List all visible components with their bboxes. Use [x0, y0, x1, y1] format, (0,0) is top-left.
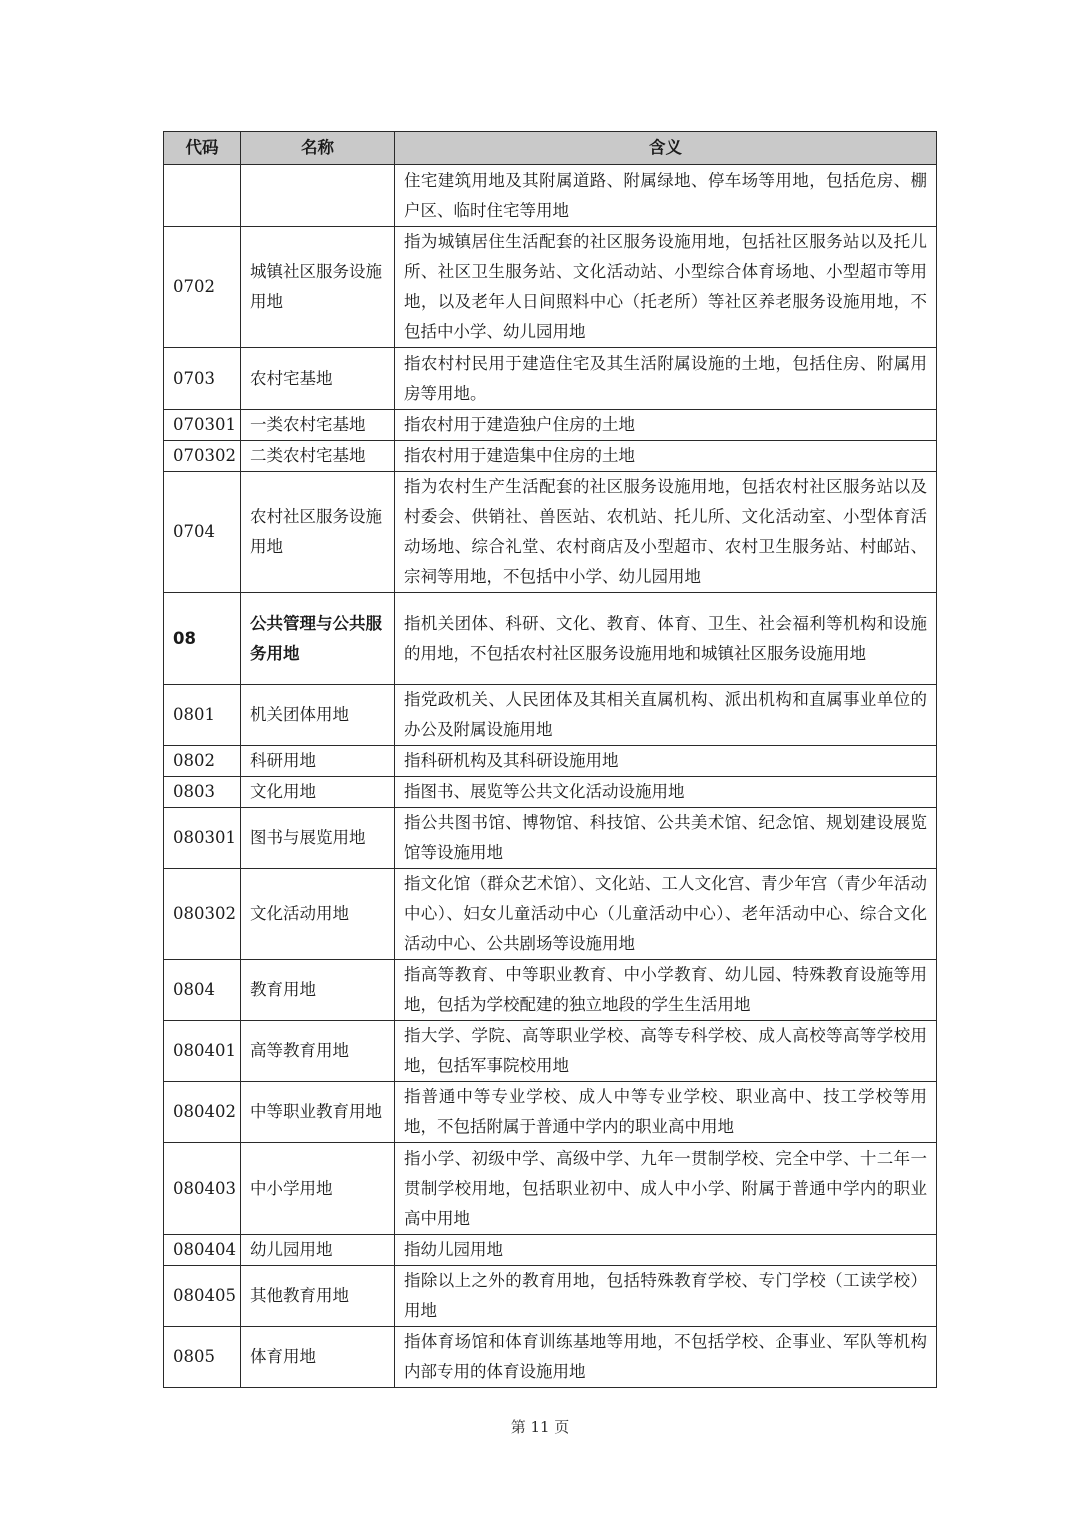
- meaning-cell: 指幼儿园用地: [395, 1235, 937, 1266]
- code-cell: 070302: [164, 441, 241, 472]
- name-cell: 公共管理与公共服务用地: [241, 593, 395, 685]
- meaning-cell: 指文化馆（群众艺术馆）、文化站、工人文化宫、青少年宫（青少年活动中心）、妇女儿童活动中心（儿童活动中心）、老年活动中心、综合文化活动中心、公共剧场等设施用地: [395, 869, 937, 960]
- meaning-cell: 指为城镇居住生活配套的社区服务设施用地，包括社区服务站以及托儿所、社区卫生服务站、文化活动站、小型综合体育场地、小型超市等用地，以及老年人日间照料中心（托老所）等社区养老服务设施用地，不包括中小学、幼儿园用地: [395, 227, 937, 348]
- land-use-table-container: [163, 131, 936, 1388]
- table-row: [164, 1327, 937, 1388]
- header-name: 名称: [241, 132, 395, 165]
- code-cell: 080401: [164, 1021, 241, 1082]
- meaning-cell: 指农村村民用于建造住宅及其生活附属设施的土地，包括住房、附属用房等用地。: [395, 348, 937, 410]
- code-cell: 080405: [164, 1266, 241, 1327]
- header-meaning: 含义: [395, 132, 937, 165]
- table-row: [164, 1082, 937, 1143]
- meaning-cell: 指高等教育、中等职业教育、中小学教育、幼儿园、特殊教育设施等用地，包括为学校配建的独立地段的学生生活用地: [395, 960, 937, 1021]
- meaning-cell: 住宅建筑用地及其附属道路、附属绿地、停车场等用地，包括危房、棚户区、临时住宅等用地: [395, 165, 937, 227]
- meaning-cell: 指除以上之外的教育用地，包括特殊教育学校、专门学校（工读学校）用地: [395, 1266, 937, 1327]
- meaning-cell: 指机关团体、科研、文化、教育、体育、卫生、社会福利等机构和设施的用地，不包括农村社区服务设施用地和城镇社区服务设施用地: [395, 593, 937, 685]
- name-cell: 文化用地: [241, 777, 395, 808]
- header-row: [164, 132, 937, 165]
- name-cell: 其他教育用地: [241, 1266, 395, 1327]
- name-cell: 机关团体用地: [241, 685, 395, 746]
- code-cell: 0804: [164, 960, 241, 1021]
- meaning-cell: 指体育场馆和体育训练基地等用地，不包括学校、企事业、军队等机构内部专用的体育设施用地: [395, 1327, 937, 1388]
- meaning-cell: 指大学、学院、高等职业学校、高等专科学校、成人高校等高等学校用地，包括军事院校用地: [395, 1021, 937, 1082]
- code-cell: 0702: [164, 227, 241, 348]
- name-cell: 农村宅基地: [241, 348, 395, 410]
- name-cell: 体育用地: [241, 1327, 395, 1388]
- meaning-cell: 指农村用于建造独户住房的土地: [395, 410, 937, 441]
- meaning-cell: 指普通中等专业学校、成人中等专业学校、职业高中、技工学校等用地，不包括附属于普通中学内的职业高中用地: [395, 1082, 937, 1143]
- header-code: 代码: [164, 132, 241, 165]
- name-cell: 中等职业教育用地: [241, 1082, 395, 1143]
- code-cell: 080404: [164, 1235, 241, 1266]
- table-row: [164, 593, 937, 685]
- meaning-cell: 指小学、初级中学、高级中学、九年一贯制学校、完全中学、十二年一贯制学校用地，包括职业初中、成人中小学、附属于普通中学内的职业高中用地: [395, 1143, 937, 1235]
- name-cell: 农村社区服务设施用地: [241, 472, 395, 593]
- table-row: [164, 808, 937, 869]
- meaning-cell: 指公共图书馆、博物馆、科技馆、公共美术馆、纪念馆、规划建设展览馆等设施用地: [395, 808, 937, 869]
- code-cell: 080302: [164, 869, 241, 960]
- code-cell: 080402: [164, 1082, 241, 1143]
- code-cell: 0805: [164, 1327, 241, 1388]
- table-row: [164, 1235, 937, 1266]
- code-cell: 0703: [164, 348, 241, 410]
- code-cell: 0803: [164, 777, 241, 808]
- table-row: [164, 227, 937, 348]
- code-cell: 0704: [164, 472, 241, 593]
- table-row: [164, 960, 937, 1021]
- name-cell: 图书与展览用地: [241, 808, 395, 869]
- land-use-classification-table: [163, 131, 937, 1388]
- code-cell: 080403: [164, 1143, 241, 1235]
- table-row: [164, 1021, 937, 1082]
- table-row: [164, 746, 937, 777]
- code-cell: 0802: [164, 746, 241, 777]
- table-row: [164, 472, 937, 593]
- name-cell: 高等教育用地: [241, 1021, 395, 1082]
- code-cell: 08: [164, 593, 241, 685]
- meaning-cell: 指为农村生产生活配套的社区服务设施用地，包括农村社区服务站以及村委会、供销社、兽医站、农机站、托儿所、文化活动室、小型体育活动场地、综合礼堂、农村商店及小型超市、农村卫生服务站、村邮站、宗祠等用地，不包括中小学、幼儿园用地: [395, 472, 937, 593]
- table-row: [164, 348, 937, 410]
- name-cell: 教育用地: [241, 960, 395, 1021]
- table-header: [164, 132, 937, 165]
- meaning-cell: 指党政机关、人民团体及其相关直属机构、派出机构和直属事业单位的办公及附属设施用地: [395, 685, 937, 746]
- name-cell: 文化活动用地: [241, 869, 395, 960]
- code-cell: [164, 165, 241, 227]
- name-cell: 一类农村宅基地: [241, 410, 395, 441]
- name-cell: 中小学用地: [241, 1143, 395, 1235]
- table-row: [164, 685, 937, 746]
- table-body: [164, 165, 937, 1388]
- code-cell: 080301: [164, 808, 241, 869]
- table-row: [164, 869, 937, 960]
- name-cell: 城镇社区服务设施用地: [241, 227, 395, 348]
- name-cell: 幼儿园用地: [241, 1235, 395, 1266]
- table-row: [164, 410, 937, 441]
- name-cell: 二类农村宅基地: [241, 441, 395, 472]
- code-cell: 0801: [164, 685, 241, 746]
- meaning-cell: 指农村用于建造集中住房的土地: [395, 441, 937, 472]
- page-number: 第 11 页: [510, 1418, 570, 1436]
- meaning-cell: 指科研机构及其科研设施用地: [395, 746, 937, 777]
- code-cell: 070301: [164, 410, 241, 441]
- table-row: [164, 1266, 937, 1327]
- name-cell: [241, 165, 395, 227]
- table-row: [164, 441, 937, 472]
- table-row: [164, 1143, 937, 1235]
- meaning-cell: 指图书、展览等公共文化活动设施用地: [395, 777, 937, 808]
- table-row: [164, 777, 937, 808]
- name-cell: 科研用地: [241, 746, 395, 777]
- table-row: [164, 165, 937, 227]
